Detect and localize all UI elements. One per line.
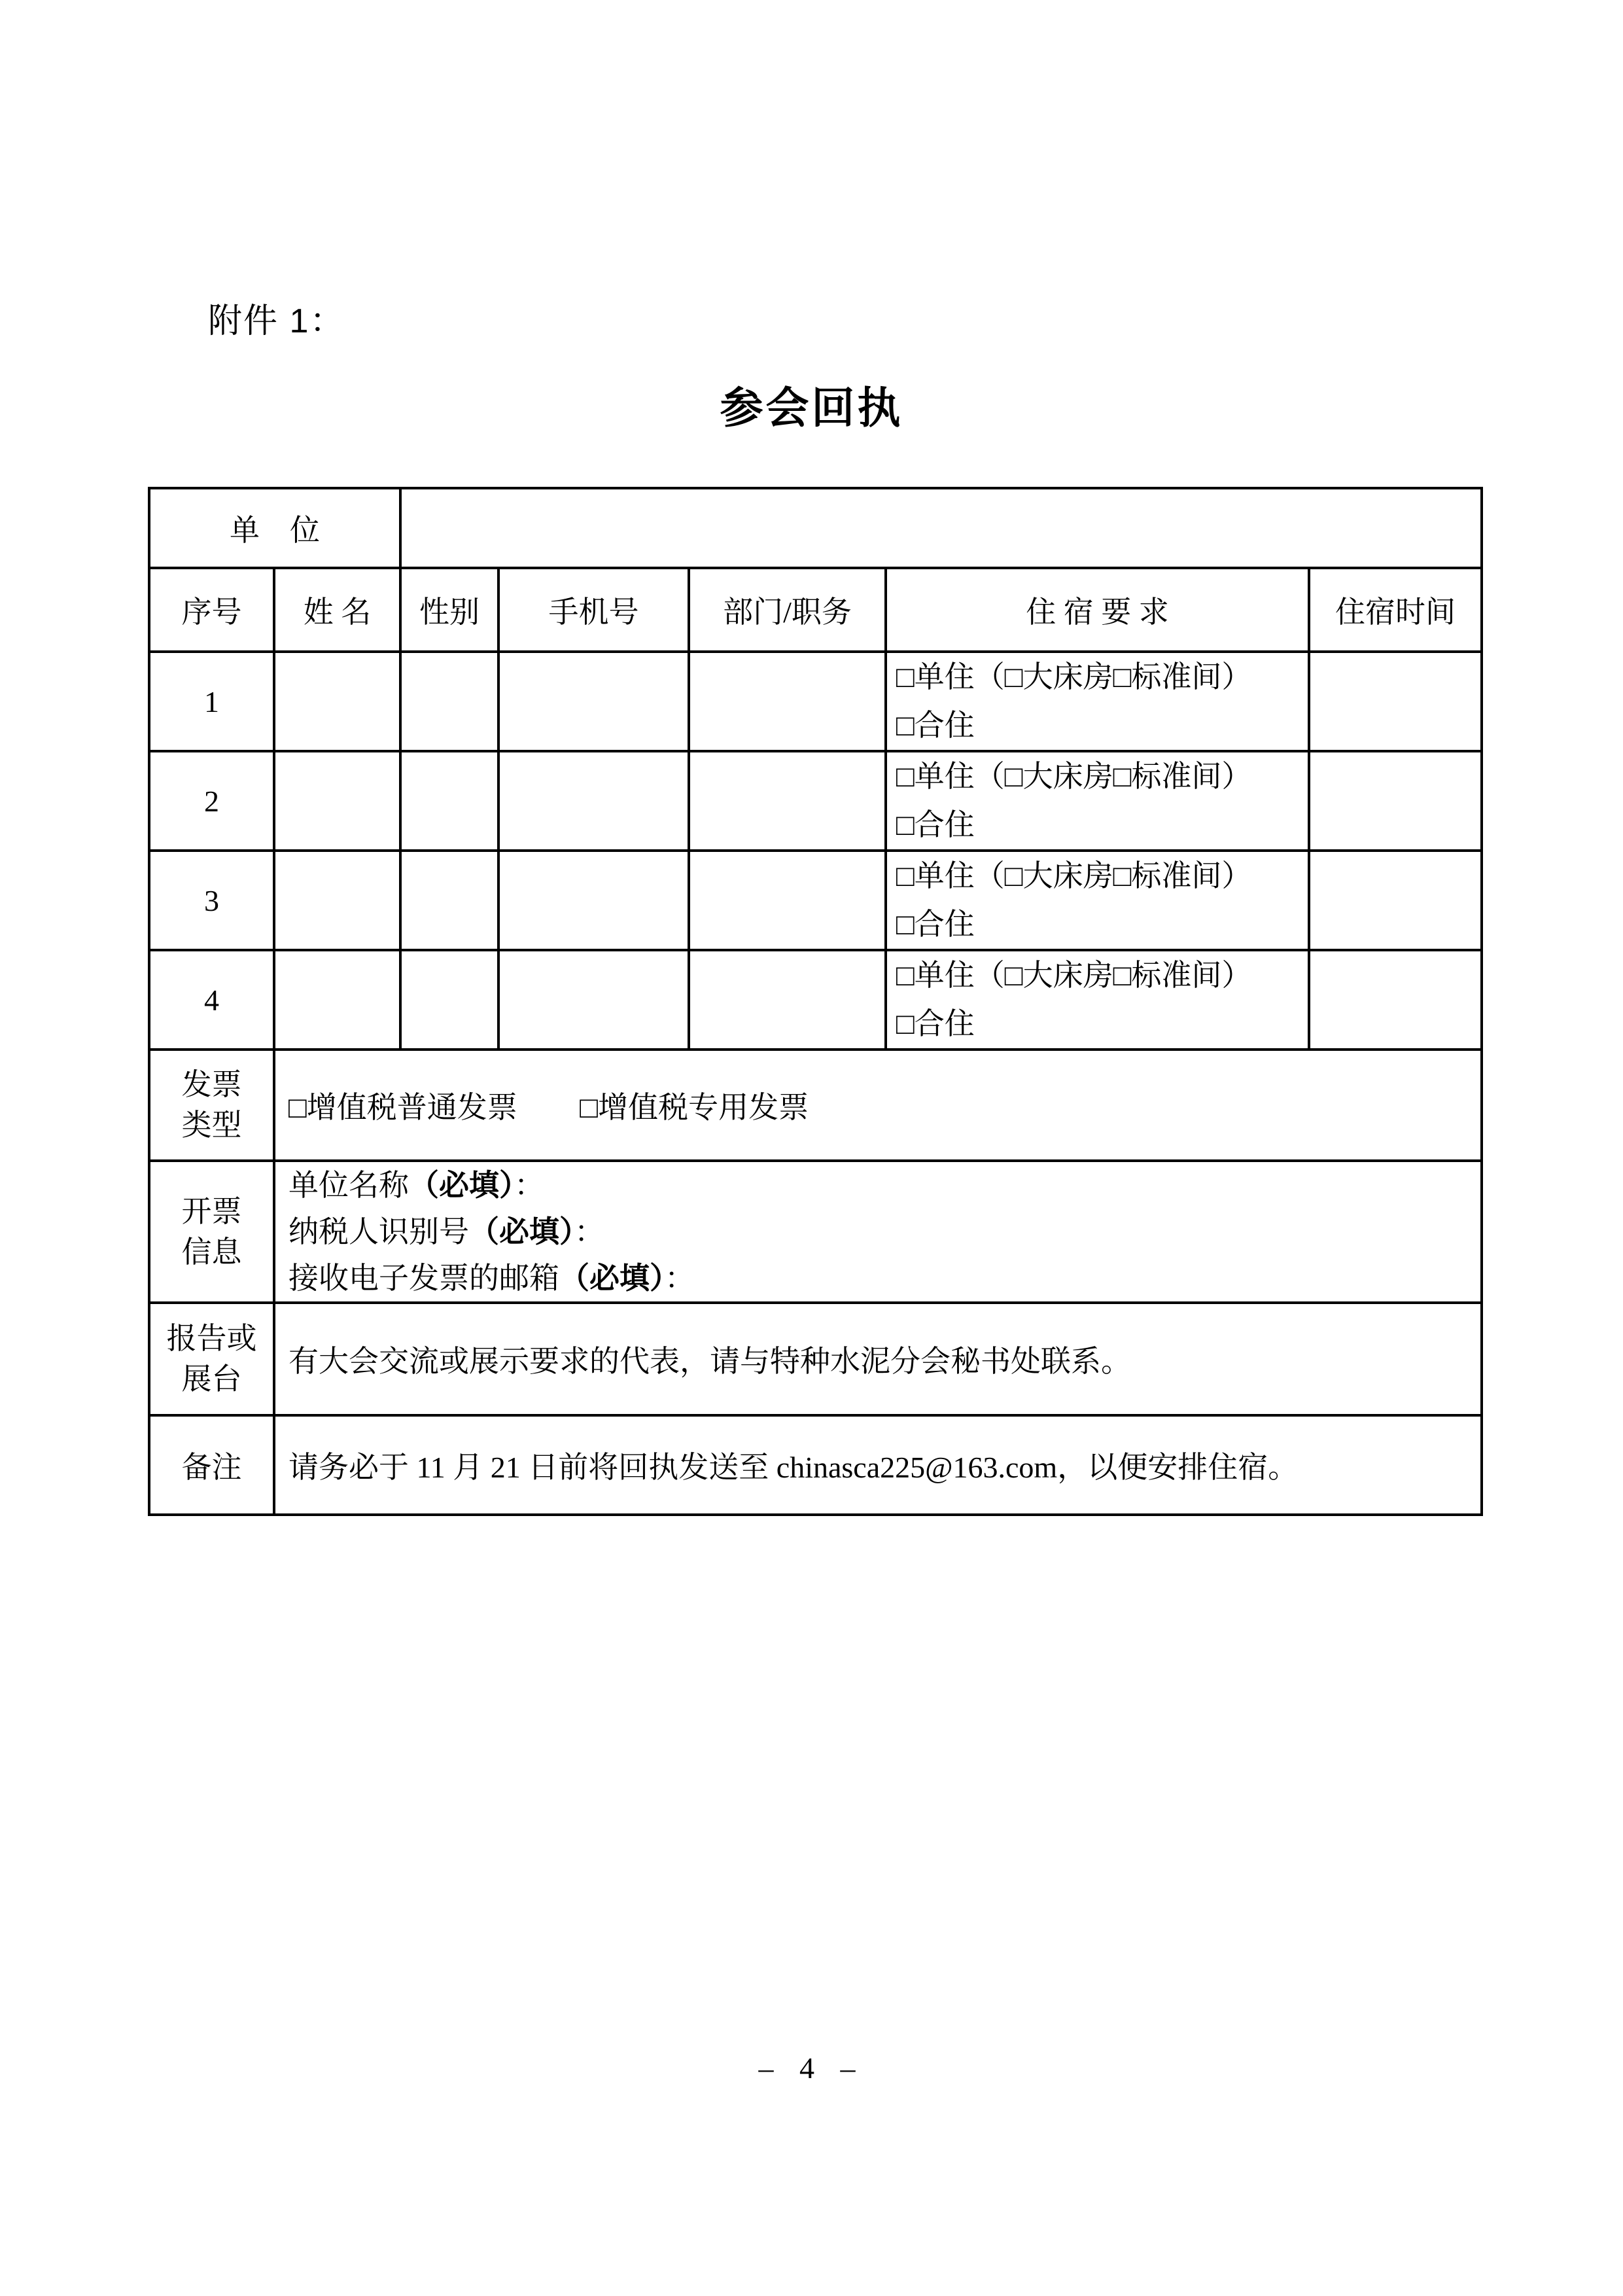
unit-label: 单 位 (149, 488, 400, 568)
lodging-time-cell (1309, 851, 1482, 950)
header-lodging: 住 宿 要 求 (886, 568, 1309, 652)
gender-cell (400, 950, 498, 1050)
phone-cell (498, 950, 689, 1050)
header-name: 姓 名 (274, 568, 400, 652)
remarks-label: 备注 (149, 1415, 274, 1515)
phone-cell (498, 652, 689, 751)
dept-cell (689, 950, 886, 1050)
lodging-cell (886, 851, 1309, 950)
lodging-cell (886, 950, 1309, 1050)
lodging-option-line: □单住（□大床房□标准间） (896, 959, 1252, 992)
dept-cell (689, 851, 886, 950)
invoice-info-line: 单位名称（必填）： (288, 1169, 544, 1202)
lodging-option-line: □合住 (896, 908, 975, 941)
lodging-option-line: □合住 (896, 1007, 975, 1040)
lodging-option-line: □单住（□大床房□标准间） (896, 859, 1252, 892)
registration-table (148, 487, 1483, 1516)
name-cell (274, 851, 400, 950)
gender-cell (400, 851, 498, 950)
name-cell (274, 751, 400, 851)
row-number: 3 (149, 851, 274, 950)
invoice-type-options (274, 1050, 1482, 1161)
lodging-time-cell (1309, 751, 1482, 851)
remarks-text: 请务必于 11 月 21 日前将回执发送至 chinasca225@163.com，以便安排住宿。 (274, 1415, 1482, 1515)
invoice-type-label: 发票 类型 (149, 1050, 274, 1161)
invoice-info-line: 接收电子发票的邮箱（必填）： (288, 1262, 695, 1295)
gender-cell (400, 751, 498, 851)
gender-cell (400, 652, 498, 751)
phone-cell (498, 851, 689, 950)
phone-cell (498, 751, 689, 851)
invoice-info-row (149, 1161, 1482, 1303)
remarks-row (149, 1415, 1482, 1515)
invoice-info-line: 纳税人识别号（必填）： (288, 1215, 604, 1248)
page-title: 参会回执 (720, 385, 903, 433)
header-row (149, 568, 1482, 652)
table-row (149, 851, 1482, 950)
header-phone: 手机号 (498, 568, 689, 652)
name-cell (274, 950, 400, 1050)
attachment-label: 附件 1： (208, 302, 345, 340)
name-cell (274, 652, 400, 751)
table-row (149, 950, 1482, 1050)
report-booth-text: 有大会交流或展示要求的代表，请与特种水泥分会秘书处联系。 (274, 1303, 1482, 1415)
invoice-option: □增值税普通发票 (288, 1091, 517, 1124)
invoice-option: □增值税专用发票 (580, 1091, 809, 1124)
invoice-info-label: 开票 信息 (149, 1161, 274, 1303)
lodging-time-cell (1309, 950, 1482, 1050)
header-dept: 部门/职务 (689, 568, 886, 652)
row-number: 1 (149, 652, 274, 751)
invoice-info-cell (274, 1161, 1482, 1303)
header-seq: 序号 (149, 568, 274, 652)
header-lodging-time: 住宿时间 (1309, 568, 1482, 652)
lodging-option-line: □单住（□大床房□标准间） (896, 760, 1252, 793)
report-booth-row (149, 1303, 1482, 1415)
lodging-cell (886, 652, 1309, 751)
page-number: – 4 – (758, 2051, 865, 2085)
header-gender: 性别 (400, 568, 498, 652)
lodging-option-line: □合住 (896, 808, 975, 841)
lodging-cell (886, 751, 1309, 851)
lodging-time-cell (1309, 652, 1482, 751)
report-booth-label: 报告或 展台 (149, 1303, 274, 1415)
row-number: 4 (149, 950, 274, 1050)
table-row (149, 751, 1482, 851)
table-row (149, 652, 1482, 751)
dept-cell (689, 751, 886, 851)
unit-value-cell (400, 488, 1482, 568)
invoice-type-row (149, 1050, 1482, 1161)
unit-row (149, 488, 1482, 568)
dept-cell (689, 652, 886, 751)
lodging-option-line: □单住（□大床房□标准间） (896, 660, 1252, 694)
lodging-option-line: □合住 (896, 709, 975, 742)
row-number: 2 (149, 751, 274, 851)
